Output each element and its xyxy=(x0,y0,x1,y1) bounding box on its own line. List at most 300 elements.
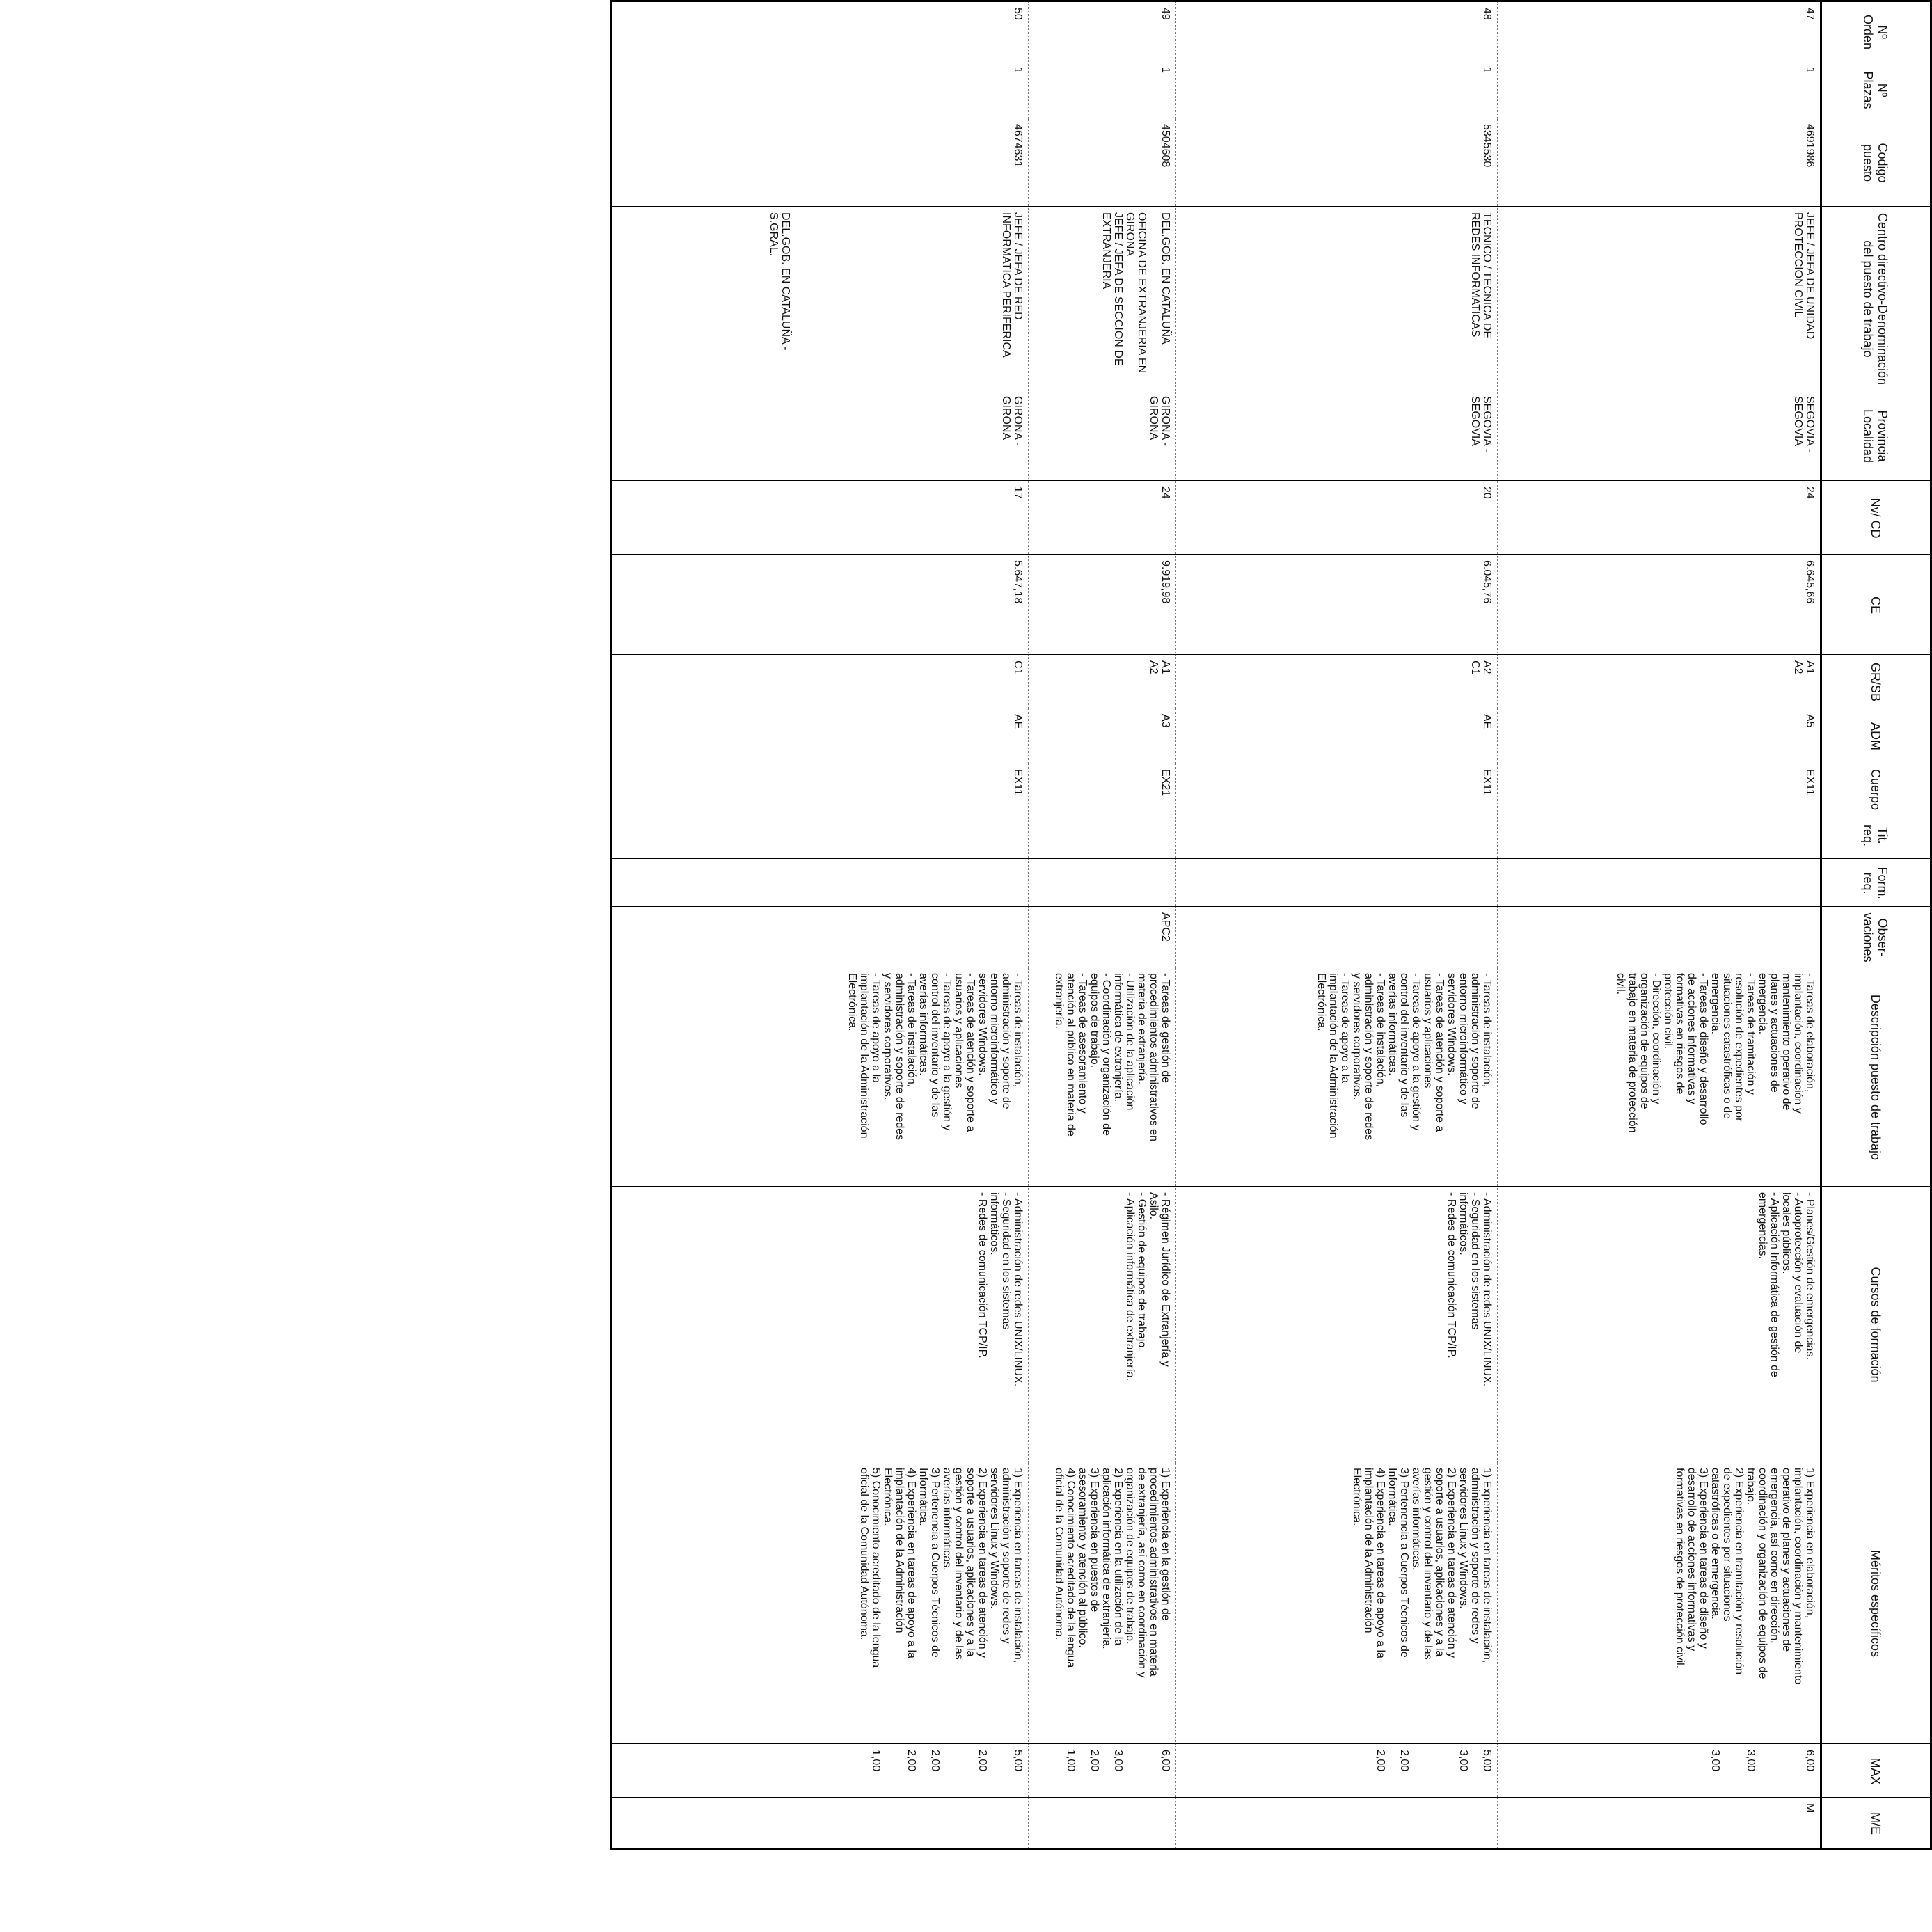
max-line xyxy=(941,1750,953,1793)
descripcion-line: - Tareas de diseño y desarrollo xyxy=(1697,973,1709,1125)
header-obs: Obser- vaciones xyxy=(1821,907,1931,967)
grsb-line: A1 xyxy=(1804,660,1816,674)
centro-line: JEFE / JEFA DE SECCION DE xyxy=(1112,212,1125,366)
max-line xyxy=(1148,1750,1159,1793)
orden-value: 49 xyxy=(1159,8,1172,20)
centro-footer-line: DEL.GOB. EN CATALUÑA - xyxy=(779,212,791,351)
meritos-line: administración y soporte de redes y xyxy=(1469,1468,1482,1644)
max-line: 3,00 xyxy=(1745,1750,1757,1772)
meritos-line: servidores Linux y Windows. xyxy=(988,1468,1000,1609)
max-line xyxy=(917,1750,929,1793)
meritos-line: 3) Pertenencia a Cuerpos Técnicos de xyxy=(928,1468,941,1658)
cell-meritos xyxy=(1176,1462,1498,1744)
descripcion-line: procedimientos administrativos en xyxy=(1148,973,1160,1141)
cell-cursos xyxy=(1028,1187,1176,1462)
meritos-line: 2) Experiencia en tramitación y resolución xyxy=(1733,1468,1745,1675)
cell-ce xyxy=(1028,555,1176,655)
cell-ce xyxy=(611,555,1029,655)
ce-value: 5.647,18 xyxy=(1011,560,1024,604)
cursos-line: - Aplicación Informática de gestión de xyxy=(1768,1192,1780,1377)
adm-value: A3 xyxy=(1159,714,1172,728)
nivel-value: 24 xyxy=(1804,486,1816,499)
cursos-line: - Aplicación informática de extranjería. xyxy=(1124,1192,1137,1381)
cell-me xyxy=(1498,1798,1821,1849)
max-line xyxy=(894,1750,905,1793)
descripcion-line: usuarios y aplicaciones xyxy=(952,973,965,1088)
header-titreq: Tit. req. xyxy=(1821,811,1931,859)
header-cursos: Cursos de formación xyxy=(1821,1187,1931,1462)
cell-formreq xyxy=(1498,859,1821,907)
meritos-line: aplicación informática de extranjería. xyxy=(1100,1468,1113,1649)
cell-grsb xyxy=(1028,655,1176,708)
meritos-line: Informática. xyxy=(1386,1468,1399,1526)
cell-adm xyxy=(611,708,1029,763)
cell-obs xyxy=(1028,907,1176,967)
cursos-line: Asilo. xyxy=(1148,1192,1160,1220)
descripcion-line: Electrónica. xyxy=(1315,973,1328,1031)
cell-descripcion xyxy=(1498,967,1821,1187)
cell-descripcion xyxy=(611,967,1029,1187)
cell-adm xyxy=(1028,708,1176,763)
orden-value: 48 xyxy=(1481,8,1494,20)
cell-meritos xyxy=(611,1462,1029,1744)
grsb-line: A2 xyxy=(1792,660,1804,674)
positions-table xyxy=(610,0,1932,1850)
max-line: 6,00 xyxy=(1159,1750,1172,1772)
descripcion-line: administración y soporte de xyxy=(999,973,1012,1109)
meritos-line: organización de equipos de trabajo. xyxy=(1124,1468,1137,1645)
descripcion-line: organización de equipos de xyxy=(1638,973,1650,1109)
meritos-line: desarrollo de acciones informativas y xyxy=(1686,1468,1697,1652)
descripcion-line: emergencia. xyxy=(1757,973,1768,1035)
meritos-line: procedimientos administrativos en materia xyxy=(1148,1468,1160,1677)
descripcion-line: implantación de la Administración xyxy=(857,973,870,1139)
meritos-line: 4) Experiencia en tareas de apoyo a la xyxy=(905,1468,917,1658)
meritos-line: catastróficas o de emergencia. xyxy=(1709,1468,1721,1620)
cell-plazas xyxy=(611,61,1029,118)
cell-cuerpo xyxy=(1028,763,1176,811)
cell-me xyxy=(1028,1798,1176,1849)
cell-titreq xyxy=(611,811,1029,859)
cell-titreq xyxy=(1498,811,1821,859)
descripcion-line: Electrónica. xyxy=(846,973,858,1031)
cell-cuerpo xyxy=(1176,763,1498,811)
cursos-line: - Redes de comunicación TCP/IP. xyxy=(976,1192,988,1359)
descripcion-line: trabajo en materia de protección xyxy=(1626,973,1638,1133)
header-codigo: Codigo puesto xyxy=(1821,118,1931,207)
descripcion-line: usuarios y aplicaciones xyxy=(1422,973,1434,1088)
max-line: 5,00 xyxy=(1011,1750,1024,1772)
descripcion-line: - Tareas de atención y soporte a xyxy=(1434,973,1446,1132)
max-line xyxy=(1780,1750,1792,1793)
cell-max xyxy=(1498,1744,1821,1798)
orden-value: 50 xyxy=(1011,8,1024,20)
max-line: 6,00 xyxy=(1804,1750,1816,1772)
cell-centro xyxy=(1176,207,1498,390)
max-line xyxy=(1077,1750,1088,1793)
cuerpo-value: EX11 xyxy=(1011,769,1024,795)
cell-descripcion xyxy=(1176,967,1498,1187)
max-line xyxy=(953,1750,965,1793)
descripcion-line: entorno microinformático y xyxy=(1457,973,1470,1104)
descripcion-line: - Tareas de instalación, xyxy=(1011,973,1024,1088)
max-line: 3,00 xyxy=(1457,1750,1470,1772)
meritos-line: gestión y control del inventario y de las xyxy=(1422,1468,1434,1660)
descripcion-line: administración y soporte de xyxy=(1469,973,1482,1109)
cell-cursos xyxy=(611,1187,1029,1462)
centro-line: JEFE / JEFA DE UNIDAD xyxy=(1804,212,1816,340)
table-frame xyxy=(610,0,1932,1848)
ce-value: 6.045,76 xyxy=(1481,560,1494,604)
meritos-line: implantación, coordinación y mantenimiento xyxy=(1792,1468,1804,1685)
descripcion-line: - Tareas de tramitación y xyxy=(1745,973,1757,1095)
meritos-line: 4) Experiencia en tareas de apoyo a la xyxy=(1375,1468,1387,1658)
max-line: 1,00 xyxy=(869,1750,882,1772)
grsb-line: A2 xyxy=(1148,660,1160,674)
max-line xyxy=(1124,1750,1136,1793)
meritos-line: averías informáticas. xyxy=(1410,1468,1423,1571)
table-body xyxy=(611,1,1821,1849)
meritos-line: 3) Pertenencia a Cuerpos Técnicos de xyxy=(1398,1468,1411,1658)
descripcion-line: administración y soporte de redes xyxy=(893,973,905,1141)
max-line: 2,00 xyxy=(976,1750,988,1772)
max-line: 1,00 xyxy=(1065,1750,1077,1772)
descripcion-line: - Utilización de la aplicación xyxy=(1124,973,1137,1111)
max-line xyxy=(1469,1750,1481,1793)
cell-titreq xyxy=(1176,811,1498,859)
meritos-line: oficial de la Comunidad Autónoma. xyxy=(857,1468,870,1640)
centro-line: TECNICO / TECNICA DE xyxy=(1481,212,1494,339)
cursos-line: - Redes de comunicación TCP/IP. xyxy=(1446,1192,1458,1359)
cell-plazas xyxy=(1028,61,1176,118)
cell-cursos xyxy=(1176,1187,1498,1462)
max-line xyxy=(1446,1750,1457,1793)
cursos-line: - Régimen Jurídico de Extranjería y xyxy=(1159,1192,1172,1367)
meritos-line: 1) Experiencia en tareas de instalación, xyxy=(1481,1468,1494,1663)
meritos-line: 2) Experiencia en la utilización de la xyxy=(1112,1468,1125,1646)
cell-ce xyxy=(1498,555,1821,655)
cell-provincia xyxy=(1498,390,1821,481)
cursos-line: - Administración de redes UNIX/LINUX. xyxy=(1011,1192,1024,1387)
descripcion-line: equipos de trabajo. xyxy=(1088,973,1101,1068)
meritos-line: de expedientes por situaciones xyxy=(1721,1468,1733,1622)
adm-value: AE xyxy=(1011,714,1024,729)
descripcion-line: y servidores corporativos. xyxy=(881,973,894,1100)
centro-line: INFORMATICA PERIFERICA xyxy=(999,212,1012,358)
centro-line: PROTECCION CIVIL xyxy=(1792,212,1804,318)
cell-meritos xyxy=(1498,1462,1821,1744)
descripcion-line: implantación, coordinación y xyxy=(1792,973,1804,1114)
descripcion-line: extranjería. xyxy=(1053,973,1066,1029)
cell-max xyxy=(1176,1744,1498,1798)
cell-adm xyxy=(1176,708,1498,763)
cell-adm xyxy=(1498,708,1821,763)
descripcion-line: y servidores corporativos. xyxy=(1351,973,1363,1100)
cell-max xyxy=(611,1744,1029,1798)
descripcion-line: control del inventario y de las xyxy=(1398,973,1411,1118)
header-centro: Centro directivo-Denominación del puesto de trabajo xyxy=(1821,207,1931,390)
plazas-value: 1 xyxy=(1804,67,1816,73)
cell-nivel xyxy=(611,481,1029,555)
cell-nivel xyxy=(1176,481,1498,555)
descripcion-line: - Tareas de asesoramiento y xyxy=(1077,973,1089,1114)
max-line xyxy=(1000,1750,1012,1793)
descripcion-line: protección civil. xyxy=(1662,973,1674,1050)
meritos-line: Electrónica. xyxy=(881,1468,894,1526)
provincia-line: GIRONA xyxy=(999,396,1012,441)
centro-line: JEFE / JEFA DE RED xyxy=(1011,212,1024,320)
descripcion-line: - Dirección, coordinación y xyxy=(1650,973,1662,1104)
orden-value: 47 xyxy=(1804,8,1816,20)
descripcion-line: formativas en riesgos de xyxy=(1674,973,1686,1095)
cell-codigo xyxy=(1498,118,1821,207)
cell-plazas xyxy=(1176,61,1498,118)
meritos-line: formativas en riesgos de protección civil. xyxy=(1674,1468,1686,1669)
cell-descripcion xyxy=(1028,967,1176,1187)
header-plazas: Nº Plazas xyxy=(1821,61,1931,118)
centro-group-line xyxy=(1148,212,1159,386)
nivel-value: 17 xyxy=(1011,486,1024,499)
descripcion-line: servidores Windows. xyxy=(976,973,988,1076)
meritos-line: operativo de planes y actuaciones de xyxy=(1780,1468,1792,1652)
meritos-line: coordinación y organización de equipos de xyxy=(1757,1468,1768,1679)
cursos-line: - Seguridad en los sistemas xyxy=(1469,1192,1482,1330)
meritos-line: administración y soporte de redes y xyxy=(999,1468,1012,1644)
cell-obs xyxy=(1176,907,1498,967)
header-orden: Nº Orden xyxy=(1821,1,1931,61)
header-nivel: Nv/ CD xyxy=(1821,481,1931,555)
header-ce: CE xyxy=(1821,555,1931,655)
max-line xyxy=(1757,1750,1768,1793)
provincia-line: SEGOVIA - xyxy=(1481,396,1494,452)
cell-formreq xyxy=(1028,859,1176,907)
cell-orden xyxy=(1498,1,1821,61)
max-line xyxy=(1792,1750,1804,1793)
descripcion-line: servidores Windows. xyxy=(1446,973,1458,1076)
cuerpo-value: EX21 xyxy=(1159,769,1172,797)
nivel-value: 20 xyxy=(1481,486,1494,499)
provincia-line: SEGOVIA xyxy=(1469,396,1482,447)
meritos-line: de extranjería, así como en coordinación y xyxy=(1136,1468,1148,1678)
descripcion-line: de acciones informativas y xyxy=(1686,973,1697,1104)
header-max: MAX xyxy=(1821,1744,1931,1798)
descripcion-line: - Tareas de atención y soporte a xyxy=(964,973,976,1132)
nivel-value: 24 xyxy=(1159,486,1172,499)
grsb-line: C1 xyxy=(1469,660,1482,675)
provincia-line: SEGOVIA - xyxy=(1804,396,1816,452)
meritos-line: averías informáticas. xyxy=(940,1468,953,1571)
meritos-line: Informática. xyxy=(917,1468,929,1526)
header-cuerpo: Cuerpo xyxy=(1821,763,1931,811)
header-formreq: Form. req. xyxy=(1821,859,1931,907)
descripcion-line: control del inventario y de las xyxy=(928,973,941,1118)
meritos-line: oficial de la Comunidad Autónoma. xyxy=(1053,1468,1066,1640)
table-row xyxy=(611,1,1029,1849)
cell-nivel xyxy=(1498,481,1821,555)
meritos-line: servidores Linux y Windows. xyxy=(1457,1468,1470,1609)
cell-provincia xyxy=(1176,390,1498,481)
cell-max xyxy=(1028,1744,1176,1798)
table-row xyxy=(1176,1,1498,1849)
descripcion-line: - Tareas de instalación, xyxy=(905,973,917,1088)
centro-group-line: GIRONA xyxy=(1124,212,1137,257)
descripcion-line: emergencia. xyxy=(1709,973,1721,1035)
header-adm: ADM xyxy=(1821,708,1931,763)
header-row xyxy=(1821,1,1931,1849)
cell-grsb xyxy=(1176,655,1498,708)
centro-line: REDES INFORMATICAS xyxy=(1469,212,1482,338)
cell-formreq xyxy=(1176,859,1498,907)
cell-obs xyxy=(1498,907,1821,967)
max-line: 2,00 xyxy=(905,1750,917,1772)
provincia-line: GIRONA xyxy=(1148,396,1160,441)
centro-group-line: OFICINA DE EXTRANJERIA EN xyxy=(1136,212,1148,374)
cell-me xyxy=(611,1798,1029,1849)
table-row xyxy=(1028,1,1176,1849)
cell-obs xyxy=(611,907,1029,967)
cell-cuerpo xyxy=(1498,763,1821,811)
meritos-line: 2) Experiencia en tareas de atención y xyxy=(976,1468,988,1658)
descripcion-line: atención al público en materia de xyxy=(1065,973,1077,1137)
descripcion-line: informática de extranjería. xyxy=(1112,973,1125,1102)
meritos-line: 3) Experiencia en puestos de xyxy=(1088,1468,1101,1613)
me-value: M xyxy=(1804,1803,1816,1813)
codigo-value: 4504608 xyxy=(1159,124,1172,168)
max-line: 2,00 xyxy=(1398,1750,1411,1772)
cell-grsb xyxy=(611,655,1029,708)
header-me: M/E xyxy=(1821,1798,1931,1849)
meritos-line: soporte a usuarios, aplicaciones y a la xyxy=(964,1468,976,1657)
max-line xyxy=(1434,1750,1446,1793)
descripcion-line: materia de extranjería. xyxy=(1136,973,1148,1085)
cursos-line: informáticos. xyxy=(988,1192,1000,1256)
meritos-line: 2) Experiencia en tareas de atención y xyxy=(1446,1468,1458,1658)
max-line xyxy=(1386,1750,1398,1793)
header-meritos: Méritos específicos xyxy=(1821,1462,1931,1744)
cell-orden xyxy=(1176,1,1498,61)
cell-centro xyxy=(1498,207,1821,390)
cell-codigo xyxy=(1176,118,1498,207)
max-line xyxy=(1733,1750,1745,1793)
descripcion-line: averías informáticas. xyxy=(917,973,929,1076)
descripcion-line: - Tareas de elaboración, xyxy=(1804,973,1816,1093)
descripcion-line: resolución de expedientes por xyxy=(1733,973,1745,1122)
cell-provincia xyxy=(1028,390,1176,481)
ce-value: 6.645,66 xyxy=(1804,560,1816,604)
max-line: 3,00 xyxy=(1709,1750,1721,1772)
meritos-line: Electrónica. xyxy=(1351,1468,1363,1526)
meritos-line: soporte a usuarios, aplicaciones y a la xyxy=(1434,1468,1446,1657)
cursos-line: - Autoprotección y evaluación de xyxy=(1792,1192,1804,1354)
descripcion-line: - Tareas de apoyo a la xyxy=(1339,973,1352,1084)
centro-footer-line: S.GRAL. xyxy=(767,212,779,257)
obs-value: APC2 xyxy=(1159,912,1172,942)
max-line xyxy=(1721,1750,1733,1793)
meritos-line: implantación de la Administración xyxy=(1363,1468,1375,1633)
descripcion-line: administración y soporte de redes xyxy=(1363,973,1375,1141)
plazas-value: 1 xyxy=(1481,67,1494,73)
grsb-line: A2 xyxy=(1481,660,1494,674)
header-provincia: Provincia Localidad xyxy=(1821,390,1931,481)
meritos-line: 1) Experiencia en la gestión de xyxy=(1159,1468,1172,1621)
cell-titreq xyxy=(1028,811,1176,859)
descripcion-line: implantación de la Administración xyxy=(1327,973,1340,1139)
max-line: 3,00 xyxy=(1112,1750,1125,1772)
cell-plazas xyxy=(1498,61,1821,118)
cursos-line: emergencias. xyxy=(1757,1192,1768,1260)
descripcion-line: - Tareas de apoyo a la xyxy=(869,973,882,1084)
descripcion-line: planes y actuaciones de xyxy=(1768,973,1780,1093)
meritos-line: 1) Experiencia en tareas de instalación, xyxy=(1011,1468,1024,1663)
descripcion-line: - Tareas de instalación, xyxy=(1481,973,1494,1088)
cell-codigo xyxy=(1028,118,1176,207)
max-line xyxy=(1768,1750,1780,1793)
grsb-line: A1 xyxy=(1159,660,1172,674)
descripcion-line: - Tareas de apoyo a la gestión y xyxy=(940,973,953,1131)
cell-nivel xyxy=(1028,481,1176,555)
grsb-line: C1 xyxy=(1011,660,1024,675)
table-row xyxy=(1498,1,1821,1849)
descripcion-line: civil. xyxy=(1615,973,1626,995)
descripcion-line: - Tareas de gestión de xyxy=(1159,973,1172,1084)
cell-me xyxy=(1176,1798,1498,1849)
max-line xyxy=(1422,1750,1434,1793)
meritos-line: asesoramiento y atención al público. xyxy=(1077,1468,1089,1648)
meritos-line: gestión y control del inventario y de las xyxy=(952,1468,965,1660)
cell-orden xyxy=(611,1,1029,61)
ce-value: 9.919,98 xyxy=(1159,560,1172,604)
max-line xyxy=(1136,1750,1148,1793)
adm-value: AE xyxy=(1481,714,1494,729)
cell-codigo xyxy=(611,118,1029,207)
header-grsb: GR/SB xyxy=(1821,655,1931,708)
centro-group-line: DEL.GOB. EN CATALUÑA xyxy=(1159,212,1172,345)
descripcion-line: averías informáticas. xyxy=(1386,973,1399,1076)
provincia-line: GIRONA - xyxy=(1159,396,1172,447)
max-line: 2,00 xyxy=(1375,1750,1387,1772)
adm-value: A5 xyxy=(1804,714,1816,728)
cell-meritos xyxy=(1028,1462,1176,1744)
cursos-line: locales públicos. xyxy=(1780,1192,1792,1274)
cell-ce xyxy=(1176,555,1498,655)
descripcion-line: entorno microinformático y xyxy=(988,973,1000,1104)
meritos-line: implantación de la Administración xyxy=(893,1468,905,1633)
descripcion-line: mantenimiento operativo de xyxy=(1780,973,1792,1111)
cursos-line: - Seguridad en los sistemas xyxy=(999,1192,1012,1330)
max-line xyxy=(1410,1750,1422,1793)
cell-grsb xyxy=(1498,655,1821,708)
max-line: 2,00 xyxy=(1088,1750,1101,1772)
cuerpo-value: EX11 xyxy=(1804,769,1816,795)
max-line: 5,00 xyxy=(1481,1750,1494,1772)
provincia-line: GIRONA - xyxy=(1011,396,1024,447)
cell-orden xyxy=(1028,1,1176,61)
plazas-value: 1 xyxy=(1011,67,1024,73)
descripcion-line: - Coordinación y organización de xyxy=(1100,973,1113,1136)
max-line xyxy=(1100,1750,1112,1793)
max-line: 2,00 xyxy=(928,1750,941,1772)
cell-cursos xyxy=(1498,1187,1821,1462)
meritos-line: trabajo. xyxy=(1745,1468,1757,1505)
cursos-line: informáticos. xyxy=(1457,1192,1470,1256)
descripcion-line: - Tareas de instalación, xyxy=(1375,973,1387,1088)
centro-line: EXTRANJERIA xyxy=(1100,212,1113,290)
cell-cuerpo xyxy=(611,763,1029,811)
meritos-line: emergencia, así como en dirección, xyxy=(1768,1468,1780,1644)
cell-centro xyxy=(1028,207,1176,390)
max-line xyxy=(882,1750,894,1793)
max-line xyxy=(988,1750,1000,1793)
